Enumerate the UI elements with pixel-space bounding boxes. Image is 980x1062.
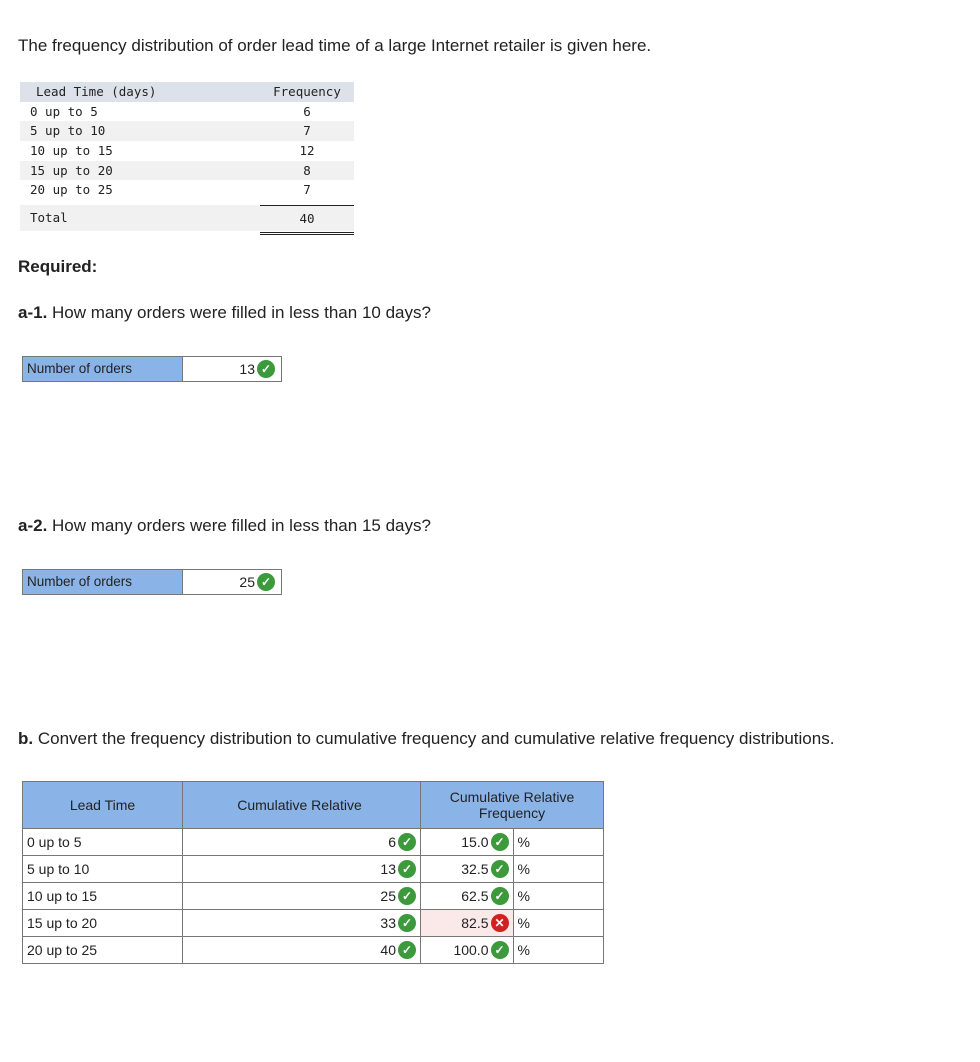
- percent-sign: %: [513, 856, 604, 883]
- answer-a2-input[interactable]: [183, 570, 281, 594]
- lead-time-cell: 0 up to 5: [30, 103, 98, 119]
- cumulative-frequency-input[interactable]: [183, 883, 421, 910]
- lead-time-cell: 20 up to 25: [30, 182, 113, 198]
- lead-time-cell: 15 up to 20: [30, 162, 113, 178]
- frequency-cell: 8: [303, 162, 311, 178]
- question-a1-prefix: a-1.: [18, 303, 48, 322]
- table-row: [23, 829, 604, 856]
- frequency-cell: 12: [299, 143, 315, 159]
- total-value: 40: [260, 205, 354, 231]
- checkmark-icon: ✓: [398, 941, 416, 959]
- cumulative-relative-value: 82.5: [461, 915, 489, 931]
- cumulative-frequency-value: 33: [380, 915, 396, 931]
- lead-time-cell: 20 up to 25: [23, 937, 183, 964]
- cumulative-relative-value: 32.5: [461, 861, 489, 877]
- lead-time-cell: 10 up to 15: [30, 143, 113, 159]
- frequency-cell: 7: [303, 182, 311, 198]
- cumulative-relative-input[interactable]: [421, 937, 514, 964]
- cumulative-table-header: [23, 782, 604, 829]
- cumulative-relative-value: 15.0: [461, 834, 489, 850]
- cumulative-relative-input[interactable]: [421, 883, 514, 910]
- cumulative-relative-value: 100.0: [453, 942, 489, 958]
- question-b-prefix: b.: [18, 729, 34, 748]
- double-underline: [260, 232, 354, 235]
- lead-time-header: Lead Time: [23, 782, 183, 829]
- table-row: [20, 141, 354, 161]
- lead-time-cell: 15 up to 20: [23, 910, 183, 937]
- lead-time-cell: 0 up to 5: [23, 829, 183, 856]
- question-b-text: Convert the frequency distribution to cumulative frequency and cumulative relative frequency distributions.: [37, 729, 835, 748]
- cumulative-frequency-input[interactable]: [183, 910, 421, 937]
- checkmark-icon: ✓: [491, 887, 509, 905]
- total-row: [20, 205, 354, 231]
- percent-sign: %: [513, 937, 604, 964]
- cumulative-relative-input[interactable]: [421, 910, 514, 937]
- checkmark-icon: ✓: [491, 941, 509, 959]
- lead-time-cell: 5 up to 10: [23, 856, 183, 883]
- table-row: [23, 910, 604, 937]
- cumulative-relative-input[interactable]: [421, 856, 514, 883]
- cumulative-frequency-input[interactable]: [183, 856, 421, 883]
- cumulative-table: [22, 781, 604, 964]
- checkmark-icon: ✓: [398, 860, 416, 878]
- cumulative-frequency-value: 25: [380, 888, 396, 904]
- cumulative-relative-frequency-header: Cumulative Relative Frequency: [421, 782, 604, 829]
- checkmark-icon: ✓: [257, 360, 275, 378]
- lead-time-header: Lead Time (days): [36, 84, 157, 99]
- lead-time-cell: 10 up to 15: [23, 883, 183, 910]
- table-row: [23, 856, 604, 883]
- cumulative-frequency-value: 13: [380, 861, 396, 877]
- checkmark-icon: ✓: [491, 860, 509, 878]
- table-row: [23, 937, 604, 964]
- answer-a1-input[interactable]: [183, 357, 281, 381]
- question-a1: [18, 303, 431, 323]
- table-row: [20, 180, 354, 200]
- percent-sign: %: [513, 883, 604, 910]
- answer-a2-value: 25: [239, 574, 255, 590]
- question-a2-prefix: a-2.: [18, 516, 48, 535]
- checkmark-icon: ✓: [398, 914, 416, 932]
- table-row: [20, 121, 354, 141]
- cumulative-frequency-input[interactable]: [183, 829, 421, 856]
- frequency-table-header: [20, 82, 354, 102]
- checkmark-icon: ✓: [398, 833, 416, 851]
- answer-a1: [22, 356, 282, 382]
- cumulative-header: Cumulative Relative: [183, 782, 421, 829]
- table-row: [20, 161, 354, 181]
- checkmark-icon: ✓: [491, 833, 509, 851]
- cumulative-frequency-input[interactable]: [183, 937, 421, 964]
- frequency-table: [20, 82, 354, 231]
- cumulative-frequency-value: 40: [380, 942, 396, 958]
- checkmark-icon: ✓: [257, 573, 275, 591]
- answer-a2: [22, 569, 282, 595]
- cumulative-relative-value: 62.5: [461, 888, 489, 904]
- cumulative-frequency-value: 6: [388, 834, 396, 850]
- table-row: [23, 883, 604, 910]
- percent-sign: %: [513, 910, 604, 937]
- question-b: [18, 729, 834, 749]
- answer-a2-label: Number of orders: [23, 570, 183, 594]
- table-row: [20, 102, 354, 122]
- intro-text: The frequency distribution of order lead time of a large Internet retailer is given here.: [18, 36, 652, 55]
- frequency-cell: 6: [303, 103, 311, 119]
- frequency-header: Frequency: [273, 84, 341, 99]
- question-a2-text: How many orders were filled in less than 15 days?: [52, 516, 431, 535]
- answer-a1-value: 13: [239, 361, 255, 377]
- cross-icon: ✕: [491, 914, 509, 932]
- question-a1-text: How many orders were filled in less than 10 days?: [52, 303, 431, 322]
- question-a2: [18, 516, 431, 536]
- frequency-cell: 7: [303, 123, 311, 139]
- percent-sign: %: [513, 829, 604, 856]
- answer-a1-label: Number of orders: [23, 357, 183, 381]
- cumulative-relative-input[interactable]: [421, 829, 514, 856]
- checkmark-icon: ✓: [398, 887, 416, 905]
- required-heading: Required:: [18, 257, 98, 276]
- lead-time-cell: 5 up to 10: [30, 123, 106, 139]
- total-label: Total: [30, 210, 68, 226]
